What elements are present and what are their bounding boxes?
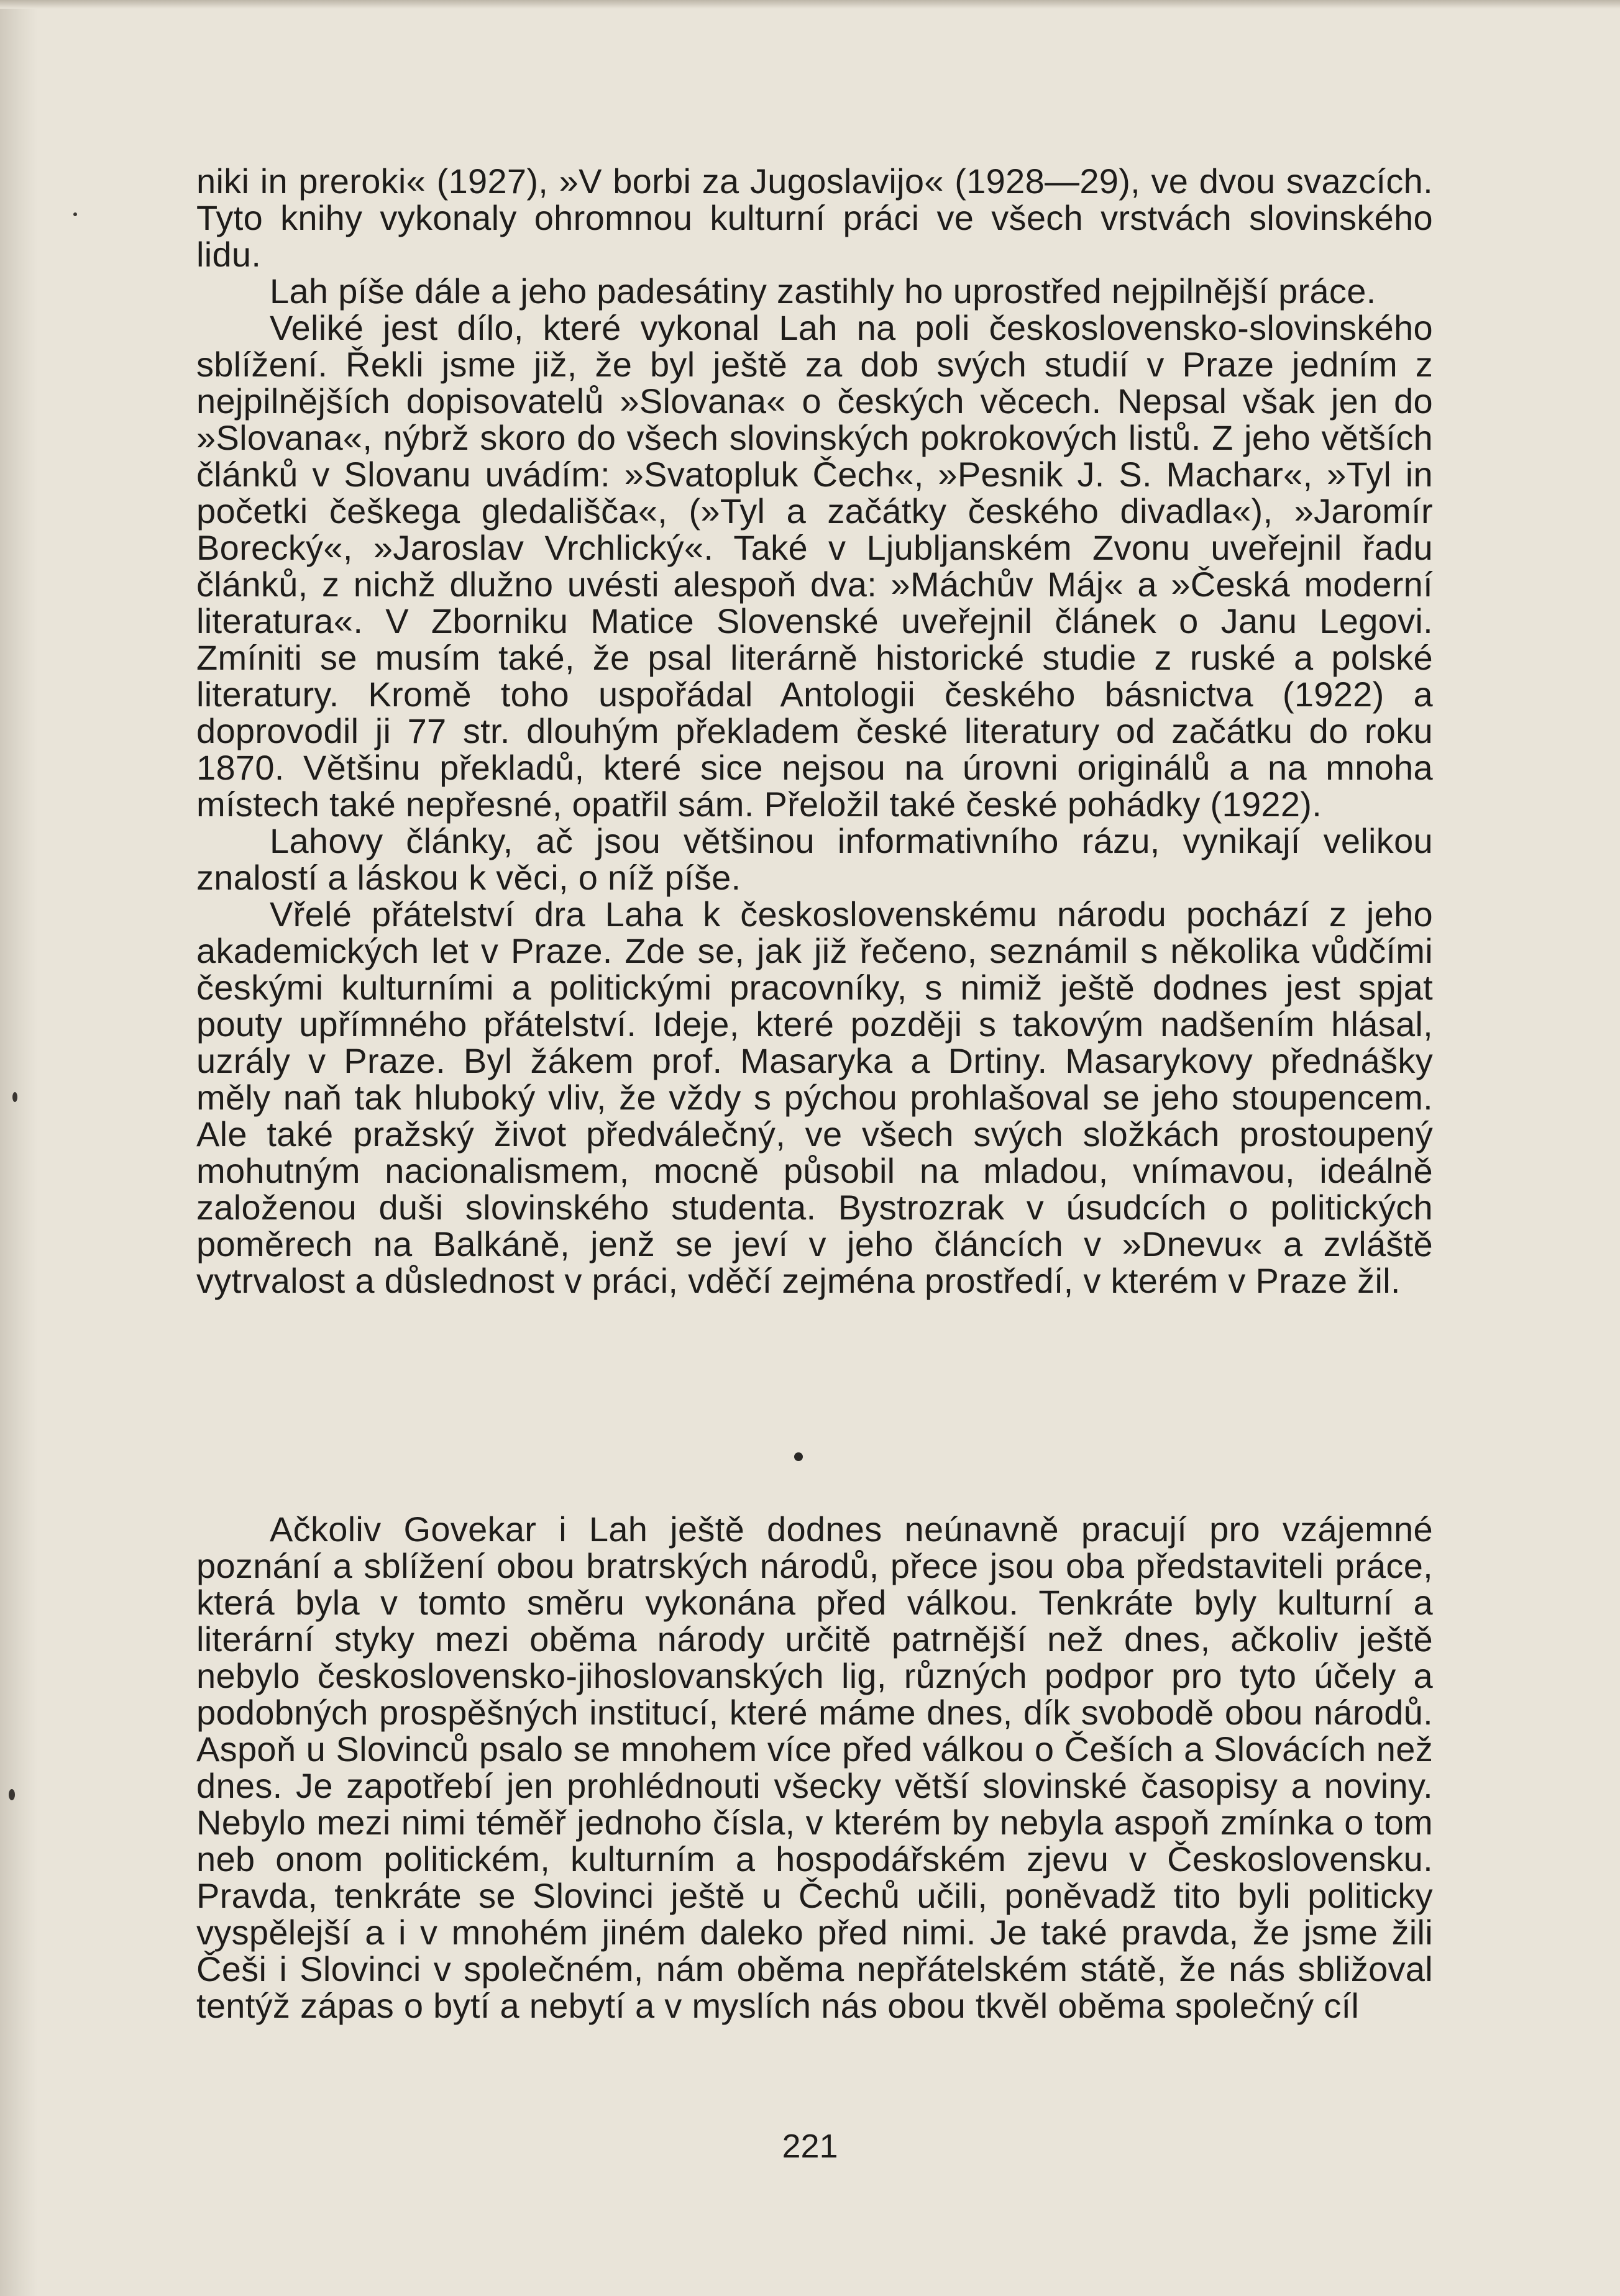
paragraph-6: Ačkoliv Govekar i Lah ještě dodnes neúnavně pracují pro vzájemné poznání a sblížení obou bratrských národů, přece jsou oba představiteli práce, která byla v tomto směru vykonána před válkou. Tenkráte byly kulturní a literární styky mezi oběma národy určitě patrnější než dnes, ačkoliv ještě nebylo československo-jihoslovanských lig, různých podpor pro tyto účely a podobných prospěšných institucí, které máme dnes, dík svobodě obou národů. Aspoň u Slovinců psalo se mnohem více před válkou o Češích a Slovácích než dnes. Je zapotřebí jen prohlédnouti všecky větší slovinské časopisy a noviny. Nebylo mezi nimi téměř jednoho čísla, v kterém by nebyla aspoň zmínka o tom neb onom politickém, kulturním a hospodářském zjevu v Československu. Pravda, tenkráte se Slovinci ještě u Čechů učili, poněvadž tito byli politicky vyspělejší a i v mnohém jiném daleko před nimi. Je také pravda, že jsme žili Češi i Slovinci v společném, nám oběma nepřátelském státě, že nás sbližoval tentýž zápas o bytí a nebytí a v myslích nás obou tkvěl oběma společný cíl [196,1510,1433,2025]
section-separator-dot [794,1452,803,1461]
text-section-1 [196,163,1433,1299]
paragraph-1: niki in preroki« (1927), »V borbi za Jugoslavijo« (1928—29), ve dvou svazcích. Tyto knihy vykonaly ohromnou kulturní práci ve všech vrstvách slovinského lidu. [196,162,1433,274]
paragraph-5: Vřelé přátelství dra Laha k československému národu pochází z jeho akademických let v Praze. Zde se, jak již řečeno, seznámil s několika vůdčími českými kulturními a politickými pracovníky, s nimiž ještě dodnes jest spjat pouty upřímného přátelství. Ideje, které později s takovým nadšením hlásal, uzrály v Praze. Byl žákem prof. Masaryka a Drtiny. Masarykovy přednášky měly naň tak hluboký vliv, že vždy s pýchou prohlašoval se jeho stoupencem. Ale také pražský život předválečný, ve všech svých složkách prostoupený mohutným nacionalismem, mocně působil na mladou, vnímavou, ideálně založenou duši slovinského studenta. Bystrozrak v úsudcích o politických poměrech na Balkáně, jenž se jeví v jeho článcích v »Dnevu« a zvláště vytrvalost a důslednost v práci, vděčí zejména prostředí, v kterém v Praze žil. [196,895,1433,1300]
paragraph-3: Veliké jest dílo, které vykonal Lah na poli československo-slovinského sblížení. Řekli jsme již, že byl ještě za dob svých studií v Praze jedním z nejpilnějších dopisovatelů »Slovana« o českých věcech. Nepsal však jen do »Slovana«, nýbrž skoro do všech slovinských pokrokových listů. Z jeho větších článků v Slovanu uvádím: »Svatopluk Čech«, »Pesnik J. S. Machar«, »Tyl in početki češkega gledališča«, (»Tyl a začátky českého divadla«), »Jaromír Borecký«, »Jaroslav Vrchlický«. Také v Ljubljanském Zvonu uveřejnil řadu článků, z nichž dlužno uvésti alespoň dva: »Máchův Máj« a »Česká moderní literatura«. V Zborniku Matice Slovenské uveřejnil článek o Janu Legovi. Zmíniti se musím také, že psal literárně historické studie z ruské a polské literatury. Kromě toho uspořádal Antologii českého básnictva (1922) a doprovodil ji 77 str. dlouhým překladem české literatury od začátku do roku 1870. Většinu překladů, které sice nejsou na úrovni originálů a na mnoha místech také nepřesné, opatřil sám. Přeložil také české pohádky (1922). [196,308,1433,824]
margin-speck [12,1092,17,1102]
paragraph-4: Lahovy články, ač jsou většinou informativního rázu, vynikají velikou znalostí a láskou k věci, o níž píše. [196,821,1433,897]
paragraph-2: Lah píše dále a jeho padesátiny zastihly ho uprostřed nejpilnější práce. [270,271,1376,311]
top-page-edge [0,0,1620,9]
page-number: 221 [782,2128,838,2165]
margin-speck [73,212,77,216]
text-section-2 [196,1511,1433,2024]
binding-edge [0,0,37,2296]
margin-speck [9,1789,15,1800]
